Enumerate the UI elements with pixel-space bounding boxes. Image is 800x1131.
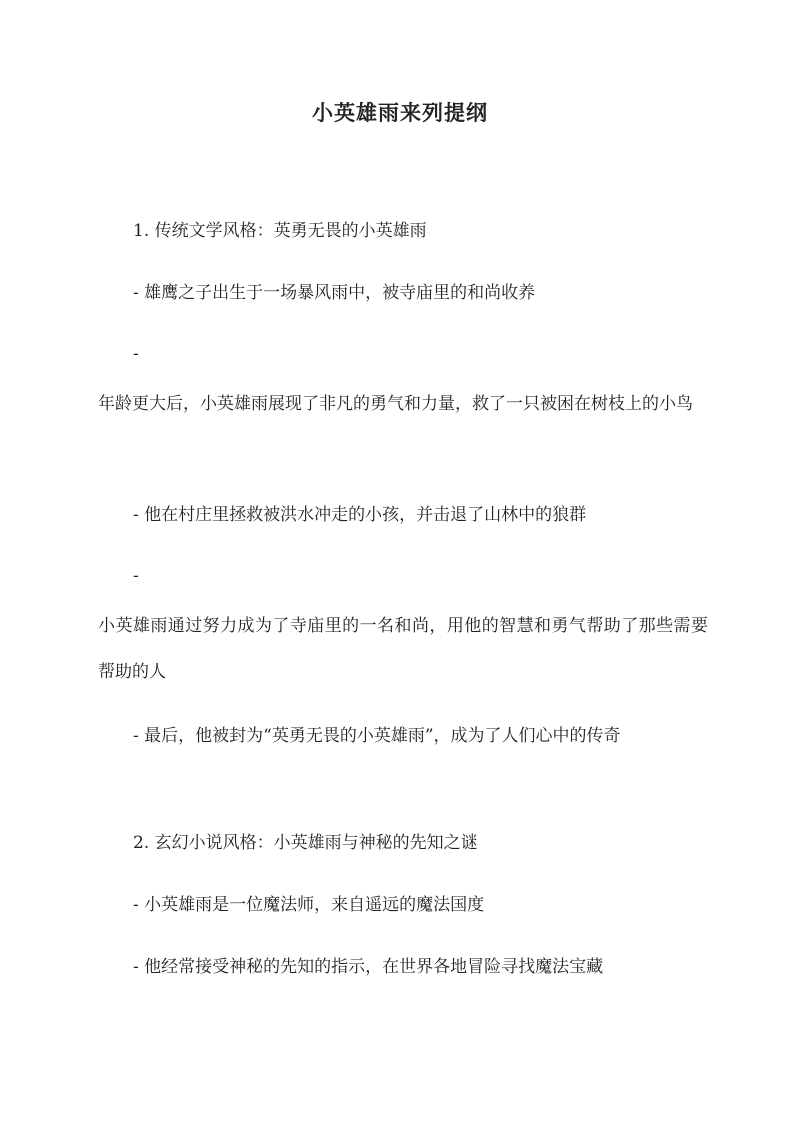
paragraph: 小英雄雨通过努力成为了寺庙里的一名和尚，用他的智慧和勇气帮助了那些需要帮助的人 <box>98 616 708 682</box>
section-heading-2: 2. 玄幻小说风格：小英雄雨与神秘的先知之谜 <box>133 833 478 853</box>
section-heading-1: 1. 传统文学风格：英勇无畏的小英雄雨 <box>133 221 427 241</box>
list-item: - 雄鹰之子出生于一场暴风雨中，被寺庙里的和尚收养 <box>133 283 536 303</box>
page-title: 小英雄雨来列提纲 <box>312 100 488 125</box>
list-item: - 小英雄雨是一位魔法师，来自遥远的魔法国度 <box>133 895 485 915</box>
list-dash: - <box>133 344 139 364</box>
paragraph: 年龄更大后，小英雄雨展现了非凡的勇气和力量，救了一只被困在树枝上的小鸟 <box>98 394 693 414</box>
list-item: - 最后，他被封为“英勇无畏的小英雄雨”，成为了人们心中的传奇 <box>133 726 621 746</box>
list-item: - 他经常接受神秘的先知的指示，在世界各地冒险寻找魔法宝藏 <box>133 957 604 977</box>
list-item: - 他在村庄里拯救被洪水冲走的小孩，并击退了山林中的狼群 <box>133 505 587 525</box>
list-dash: - <box>133 566 139 586</box>
